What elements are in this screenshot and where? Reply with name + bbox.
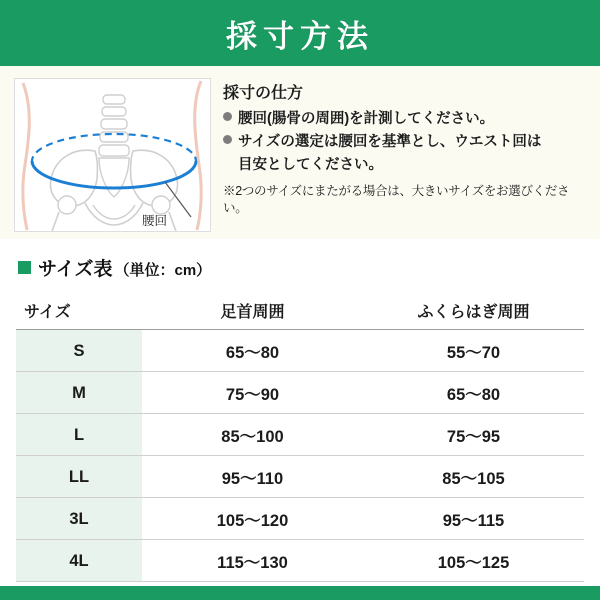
cell-ankle: 95〜110 (142, 456, 363, 498)
table-row (16, 540, 584, 582)
measurement-title: 採寸の仕方 (223, 85, 304, 102)
size-table-head (16, 290, 584, 330)
table-row (16, 330, 584, 372)
cell-ankle: 75〜90 (142, 372, 363, 414)
cell-calf: 105〜125 (363, 540, 584, 582)
measurement-bullet-2-text: サイズの選定は腰回を基準とし、ウエスト回は (238, 133, 542, 150)
pelvis-diagram (14, 78, 211, 232)
page-header (0, 0, 600, 66)
size-table-title: サイズ表 (38, 259, 113, 280)
measurement-note: ※2つのサイズにまたがる場合は、大きいサイズをお選びください。 (223, 184, 570, 216)
cell-size: 3L (16, 498, 142, 540)
measurement-bullet-list (223, 109, 586, 176)
measurement-bullet-2-cont (223, 155, 586, 177)
cell-ankle: 85〜100 (142, 414, 363, 456)
measurement-bullet-2-cont-text: 目安としてください。 (238, 156, 383, 173)
table-row (16, 414, 584, 456)
size-table (16, 290, 584, 582)
cell-ankle: 115〜130 (142, 540, 363, 582)
page-title: 採寸方法 (226, 18, 374, 54)
measurement-bullet-2 (223, 132, 586, 154)
cell-calf: 85〜105 (363, 456, 584, 498)
column-header-calf: ふくらはぎ周囲 (363, 290, 584, 330)
callout-label-koshimawari: 腰回 (142, 214, 168, 228)
measurement-bullet-1 (223, 109, 586, 131)
size-table-heading (18, 254, 584, 281)
measurement-bullet-1-text: 腰回(腸骨の周囲)を計測してください。 (238, 111, 495, 127)
cell-calf: 55〜70 (363, 330, 584, 372)
cell-calf: 95〜115 (363, 498, 584, 540)
size-table-body (16, 330, 584, 582)
table-row (16, 456, 584, 498)
cell-calf: 65〜80 (363, 372, 584, 414)
cell-size: L (16, 414, 142, 456)
column-header-ankle: 足首周囲 (142, 290, 363, 330)
measurement-text (223, 78, 586, 229)
cell-size: 4L (16, 540, 142, 582)
size-table-unit: （単位：cm） (114, 262, 212, 279)
bullet-dot-icon (223, 135, 232, 144)
square-bullet-icon (18, 261, 31, 274)
measurement-panel (0, 66, 600, 240)
table-row (16, 498, 584, 540)
table-row (16, 372, 584, 414)
pelvis-illustration-svg (15, 79, 210, 231)
cell-size: LL (16, 456, 142, 498)
table-header-row (16, 290, 584, 330)
cell-size: M (16, 372, 142, 414)
cell-ankle: 65〜80 (142, 330, 363, 372)
cell-calf: 75〜95 (363, 414, 584, 456)
cell-ankle: 105〜120 (142, 498, 363, 540)
footer-bar (0, 586, 600, 600)
column-header-size: サイズ (16, 290, 142, 330)
size-table-section (0, 240, 600, 582)
bullet-dot-icon (223, 112, 232, 121)
cell-size: S (16, 330, 142, 372)
